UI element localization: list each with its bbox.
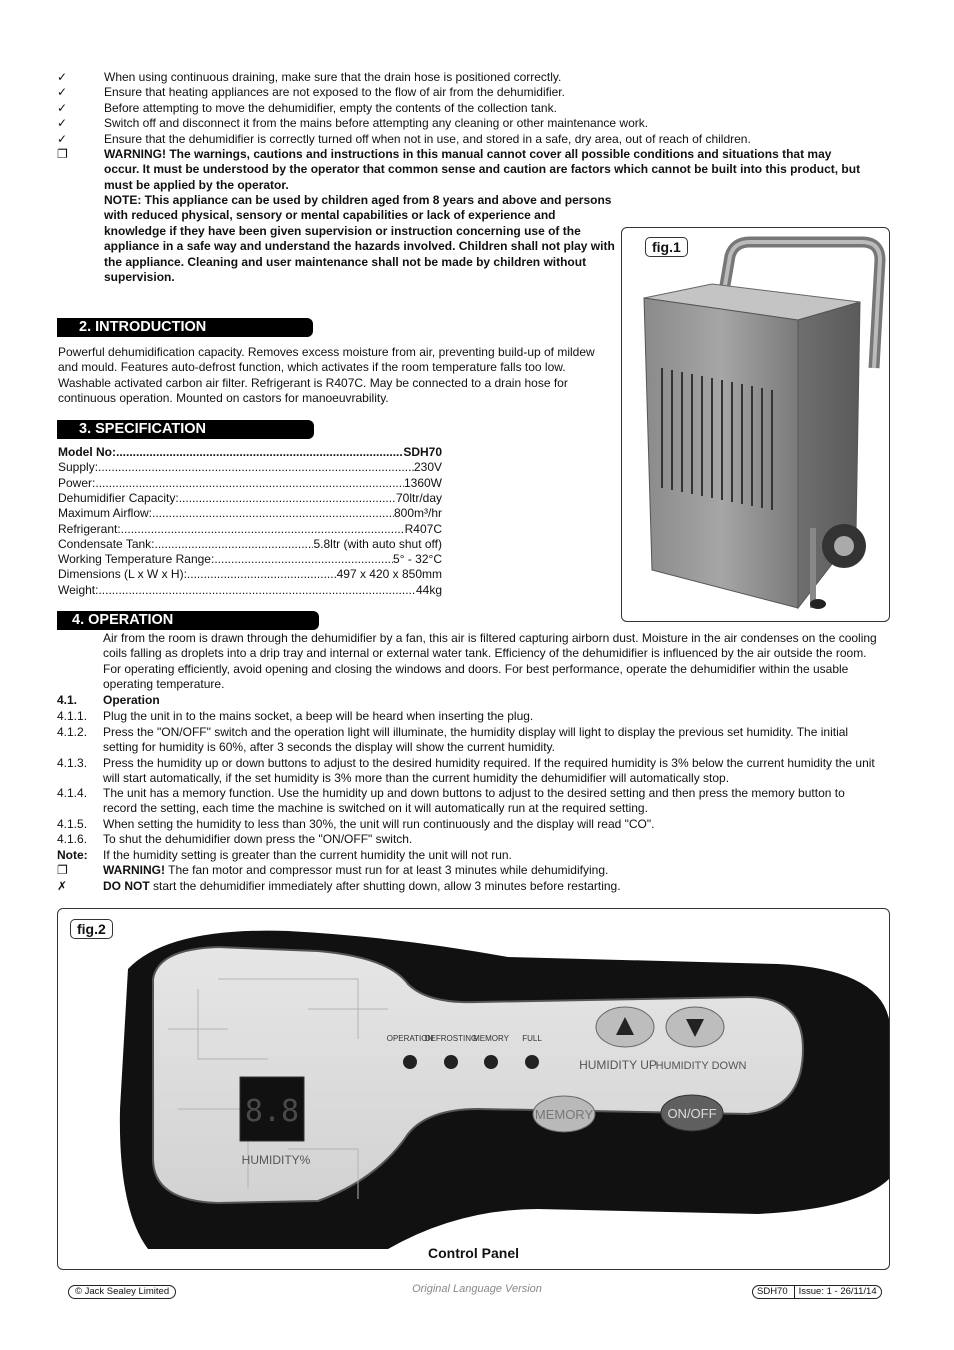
spec-row bbox=[58, 583, 442, 598]
step-number: 4.1.5. bbox=[57, 817, 88, 831]
fig1-label: fig.1 bbox=[645, 237, 688, 257]
step-number: 4.1.2. bbox=[57, 725, 88, 739]
spec-leader-dots bbox=[179, 491, 396, 506]
spec-value: 5° - 32°C bbox=[393, 552, 442, 567]
humidity-display: 8.8 bbox=[244, 1094, 300, 1129]
warning-box-icon: ❐ bbox=[57, 863, 68, 877]
footer-model: SDH70 bbox=[757, 1286, 795, 1298]
spec-leader-dots bbox=[155, 537, 314, 552]
spec-row bbox=[58, 445, 442, 460]
control-panel-image bbox=[58, 909, 889, 1269]
svg-text:MEMORY: MEMORY bbox=[534, 1107, 594, 1122]
safety-item-text: Before attempting to move the dehumidifier, empty the contents of the collection tank. bbox=[104, 100, 557, 115]
spec-leader-dots bbox=[214, 552, 393, 567]
step-text: The unit has a memory function. Use the humidity up and down buttons to adjust to the desired setting and then press the memory button to record the setting, each time the machine is switched on it will automatically run at the required setting. bbox=[103, 786, 845, 816]
spec-row bbox=[58, 491, 442, 506]
spec-row bbox=[58, 476, 442, 491]
step-text: When setting the humidity to less than 30%, the unit will run continuously and the display will read "CO". bbox=[103, 817, 655, 831]
operation-note: Note: If the humidity setting is greater than the current humidity the unit will not run. bbox=[57, 848, 512, 862]
spec-row bbox=[58, 567, 442, 582]
step-number: 4.1.1. bbox=[57, 709, 88, 723]
spec-leader-dots bbox=[95, 476, 404, 491]
spec-leader-dots bbox=[152, 506, 394, 521]
spec-value: SDH70 bbox=[403, 445, 442, 459]
spec-value: 800m³/hr bbox=[393, 506, 442, 521]
spec-row bbox=[58, 537, 442, 552]
step-text: To shut the dehumidifier down press the "ON/OFF" switch. bbox=[103, 832, 413, 846]
cross-icon: ✗ bbox=[57, 879, 68, 893]
step-number: 4.1.6. bbox=[57, 832, 88, 846]
check-icon: ✓ bbox=[57, 85, 68, 100]
footer-issue-text: Issue: 1 - 26/11/14 bbox=[798, 1286, 877, 1297]
operation-step bbox=[57, 709, 877, 724]
fig2-box bbox=[57, 908, 890, 1270]
operation-step bbox=[57, 832, 877, 847]
humidity-down-label: HUMIDITY DOWN bbox=[655, 1060, 747, 1072]
spec-leader-dots bbox=[98, 583, 416, 598]
safety-item-text: Ensure that the dehumidifier is correctly turned off when not in use, and stored in a safe, dry area, out of reach of children. bbox=[104, 131, 751, 146]
operation-heading: 4. OPERATION bbox=[57, 611, 319, 630]
safety-item bbox=[57, 85, 867, 100]
spec-value: R407C bbox=[404, 521, 442, 536]
safety-item bbox=[57, 101, 867, 116]
check-icon: ✓ bbox=[57, 100, 68, 115]
spec-value: 5.8ltr (with auto shut off) bbox=[313, 536, 442, 551]
spec-label: Power: bbox=[58, 475, 96, 490]
spec-leader-dots bbox=[121, 522, 405, 537]
memory-light bbox=[484, 1055, 498, 1069]
indicator-label-operation: OPERATION bbox=[386, 1034, 434, 1043]
operation-donot: ✗ DO NOT start the dehumidifier immediately after shutting down, allow 3 minutes before restarting. bbox=[57, 879, 621, 893]
defrosting-light bbox=[444, 1055, 458, 1069]
spec-label: Dimensions (L x W x H): bbox=[58, 567, 187, 582]
spec-row bbox=[58, 522, 442, 537]
check-icon: ✓ bbox=[57, 116, 68, 131]
safety-item bbox=[57, 116, 867, 131]
spec-label: Condensate Tank: bbox=[58, 536, 155, 551]
spec-leader-dots bbox=[187, 567, 337, 582]
footer-center: Original Language Version bbox=[412, 1283, 542, 1295]
humidity-up-label: HUMIDITY UP bbox=[579, 1058, 657, 1072]
spec-leader-dots bbox=[98, 460, 414, 475]
spec-row bbox=[58, 552, 442, 567]
footer-issue bbox=[752, 1285, 882, 1299]
operation-subheading: 4.1. Operation bbox=[57, 693, 160, 707]
spec-leader-dots bbox=[116, 445, 403, 460]
spec-value: 497 x 420 x 850mm bbox=[336, 567, 442, 582]
indicator-label-memory: MEMORY bbox=[473, 1034, 509, 1043]
footer-copyright: © Jack Sealey Limited bbox=[68, 1285, 176, 1299]
spec-label: Maximum Airflow: bbox=[58, 506, 153, 521]
operation-step bbox=[57, 817, 877, 832]
step-number: 4.1.4. bbox=[57, 786, 88, 800]
warning-box-icon: ❐ bbox=[57, 147, 68, 161]
safety-item bbox=[57, 132, 867, 147]
operation-step bbox=[57, 756, 877, 787]
spec-label: Dehumidifier Capacity: bbox=[58, 490, 179, 505]
spec-value: 70ltr/day bbox=[395, 490, 442, 505]
check-icon: ✓ bbox=[57, 70, 68, 84]
spec-label: Working Temperature Range: bbox=[58, 552, 215, 567]
fig2-label: fig.2 bbox=[70, 919, 113, 939]
introduction-heading: 2. INTRODUCTION bbox=[57, 318, 313, 337]
full-light bbox=[525, 1055, 539, 1069]
indicator-label-defrosting: DEFROSTING bbox=[424, 1034, 478, 1043]
step-text: Press the "ON/OFF" switch and the operation light will illuminate, the humidity display will light to display the previous set humidity. The initial setting for humidity is 60%, after 3 seconds the display will show the current humidity. bbox=[103, 725, 849, 755]
spec-row bbox=[58, 506, 442, 521]
safety-item-text: When using continuous draining, make sure that the drain hose is positioned correctly. bbox=[104, 70, 562, 84]
humidity-display-label: HUMIDITY% bbox=[241, 1153, 311, 1167]
operation-warning: ❐ WARNING! The fan motor and compressor must run for at least 3 minutes while dehumidifying. bbox=[57, 863, 609, 877]
svg-text:ON/OFF: ON/OFF bbox=[667, 1106, 717, 1121]
operation-light bbox=[403, 1055, 417, 1069]
safety-item bbox=[57, 70, 867, 85]
introduction-text: Powerful dehumidification capacity. Removes excess moisture from air, preventing build-up of mildew and mould. Features auto-defrost function, which activates if the room temperature falls too low. Washable activated carbon air filter. Refrigerant is R407C. May be connected to a drain hose for continuous operation. Mounted on castors for manoeuvrability. bbox=[58, 345, 595, 406]
fig2-caption: Control Panel bbox=[427, 1245, 519, 1261]
operation-intro: Air from the room is drawn through the dehumidifier by a fan, this air is filtered capturing airborn dust. Moisture in the air condenses on the cooling coils falling as droplets into a drip tray and internal or external water tank. Efficiency of the dehumidifier is influenced by the air outside the room. For operating efficiently, avoid opening and closing the windows and doors. For best performance, operate the dehumidifier within the usable operating temperature. bbox=[103, 631, 877, 692]
step-number: 4.1.3. bbox=[57, 756, 88, 770]
check-icon: ✓ bbox=[57, 131, 68, 146]
fig1-box bbox=[621, 227, 890, 622]
spec-label: Refrigerant: bbox=[58, 521, 121, 536]
spec-label: Supply: bbox=[58, 460, 99, 475]
safety-item-text: Switch off and disconnect it from the mains before attempting any cleaning or other maintenance work. bbox=[104, 116, 649, 131]
step-text: Press the humidity up or down buttons to adjust to the desired humidity required. If the required humidity is 3% below the current humidity the unit will start automatically, if the set humidity is 3% more than the current humidity the dehumidifier will automatically stop. bbox=[103, 756, 875, 786]
spec-value: 1360W bbox=[403, 475, 442, 490]
spec-row bbox=[58, 460, 442, 475]
note-text: NOTE: This appliance can be used by children aged from 8 years and above and persons with reduced physical, sensory or mental capabilities or lack of experience and knowledge if they have been given supervision or instruction concerning use of the appliance in a safe way and understand the hazards involved. Children shall not play with the appliance. Cleaning and user maintenance shall not be made by children without supervision. bbox=[104, 193, 615, 285]
operation-step bbox=[57, 725, 877, 756]
safety-item-text: Ensure that heating appliances are not exposed to the flow of air from the dehumidifier. bbox=[104, 85, 565, 100]
spec-value: 230V bbox=[413, 460, 442, 475]
step-text: Plug the unit in to the mains socket, a beep will be heard when inserting the plug. bbox=[103, 709, 534, 723]
specification-heading: 3. SPECIFICATION bbox=[57, 420, 314, 439]
spec-label: Weight: bbox=[58, 582, 99, 597]
operation-step bbox=[57, 786, 877, 817]
warning-text: WARNING! The warnings, cautions and instructions in this manual cannot cover all possible conditions and situations that may occur. It must be understood by the operator that common sense and caution are factors which cannot be built into this product, but must be applied by the operator. bbox=[104, 147, 861, 192]
spec-label: Model No: bbox=[58, 445, 116, 459]
spec-value: 44kg bbox=[415, 582, 442, 597]
warning-block bbox=[57, 147, 867, 193]
indicator-label-full: FULL bbox=[522, 1034, 542, 1043]
dehumidifier-image bbox=[622, 228, 889, 621]
